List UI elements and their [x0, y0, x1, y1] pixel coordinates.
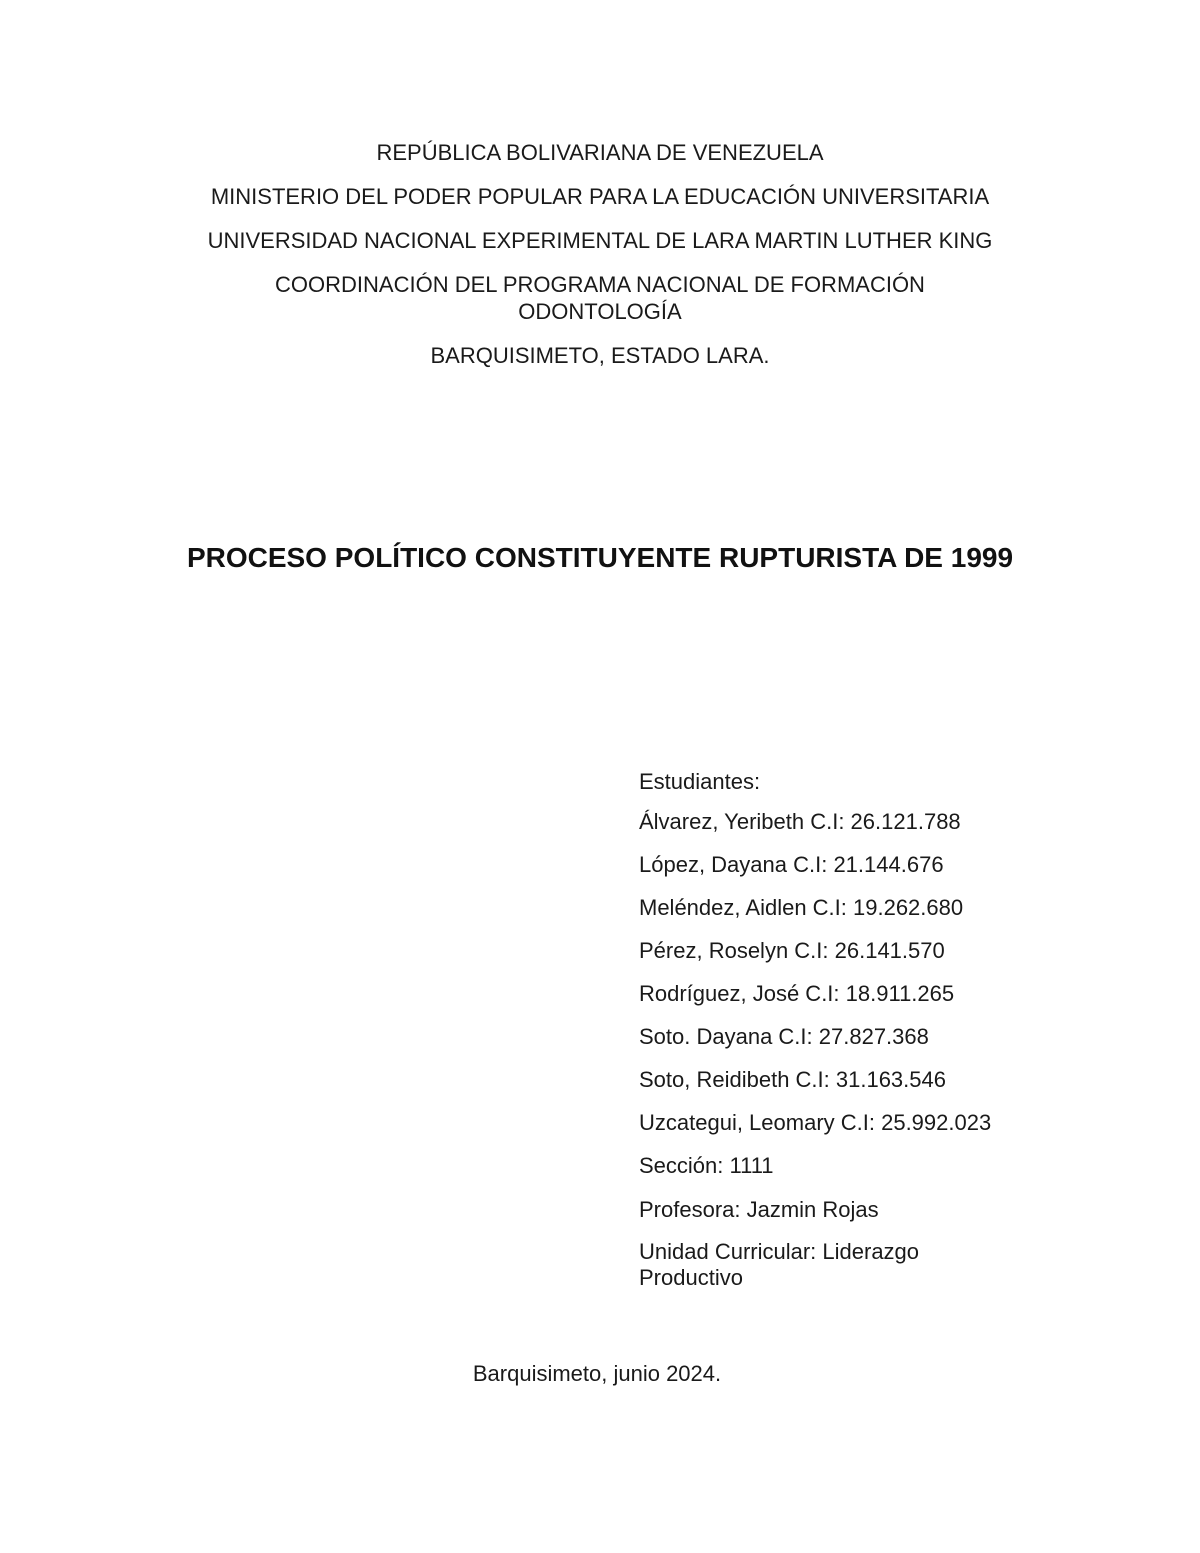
student-entry: Álvarez, Yeribeth C.I: 26.121.788 — [639, 809, 961, 834]
student-entry: Meléndez, Aidlen C.I: 19.262.680 — [639, 895, 964, 920]
student-entry: Rodríguez, José C.I: 18.911.265 — [639, 981, 955, 1006]
institution-header — [0, 139, 1200, 386]
section-number: Sección: 1111 — [639, 1153, 774, 1178]
students-label: Estudiantes: — [639, 769, 761, 794]
header-line-coordination: COORDINACIÓN DEL PROGRAMA NACIONAL DE FORMACIÓN ODONTOLOGÍA — [275, 272, 925, 324]
student-entry: Uzcategui, Leomary C.I: 25.992.023 — [639, 1110, 992, 1135]
student-info-block — [639, 768, 1059, 1291]
header-line-city: BARQUISIMETO, ESTADO LARA. — [430, 343, 770, 368]
student-entry: Soto, Reidibeth C.I: 31.163.546 — [639, 1067, 946, 1092]
place-date: Barquisimeto, junio 2024. — [472, 1361, 722, 1386]
document-title: PROCESO POLÍTICO CONSTITUYENTE RUPTURISTA DE 1999 — [186, 542, 1014, 573]
professor-name: Profesora: Jazmin Rojas — [639, 1197, 879, 1222]
student-entry: López, Dayana C.I: 21.144.676 — [639, 852, 944, 877]
header-line-ministry: MINISTERIO DEL PODER POPULAR PARA LA EDUCACIÓN UNIVERSITARIA — [210, 184, 990, 209]
student-entry: Pérez, Roselyn C.I: 26.141.570 — [639, 938, 945, 963]
header-line-republic: REPÚBLICA BOLIVARIANA DE VENEZUELA — [376, 140, 824, 165]
header-line-university: UNIVERSIDAD NACIONAL EXPERIMENTAL DE LARA MARTIN LUTHER KING — [207, 228, 993, 253]
student-entry: Soto. Dayana C.I: 27.827.368 — [639, 1024, 929, 1049]
curricular-unit: Unidad Curricular: Liderazgo Productivo — [639, 1239, 920, 1290]
